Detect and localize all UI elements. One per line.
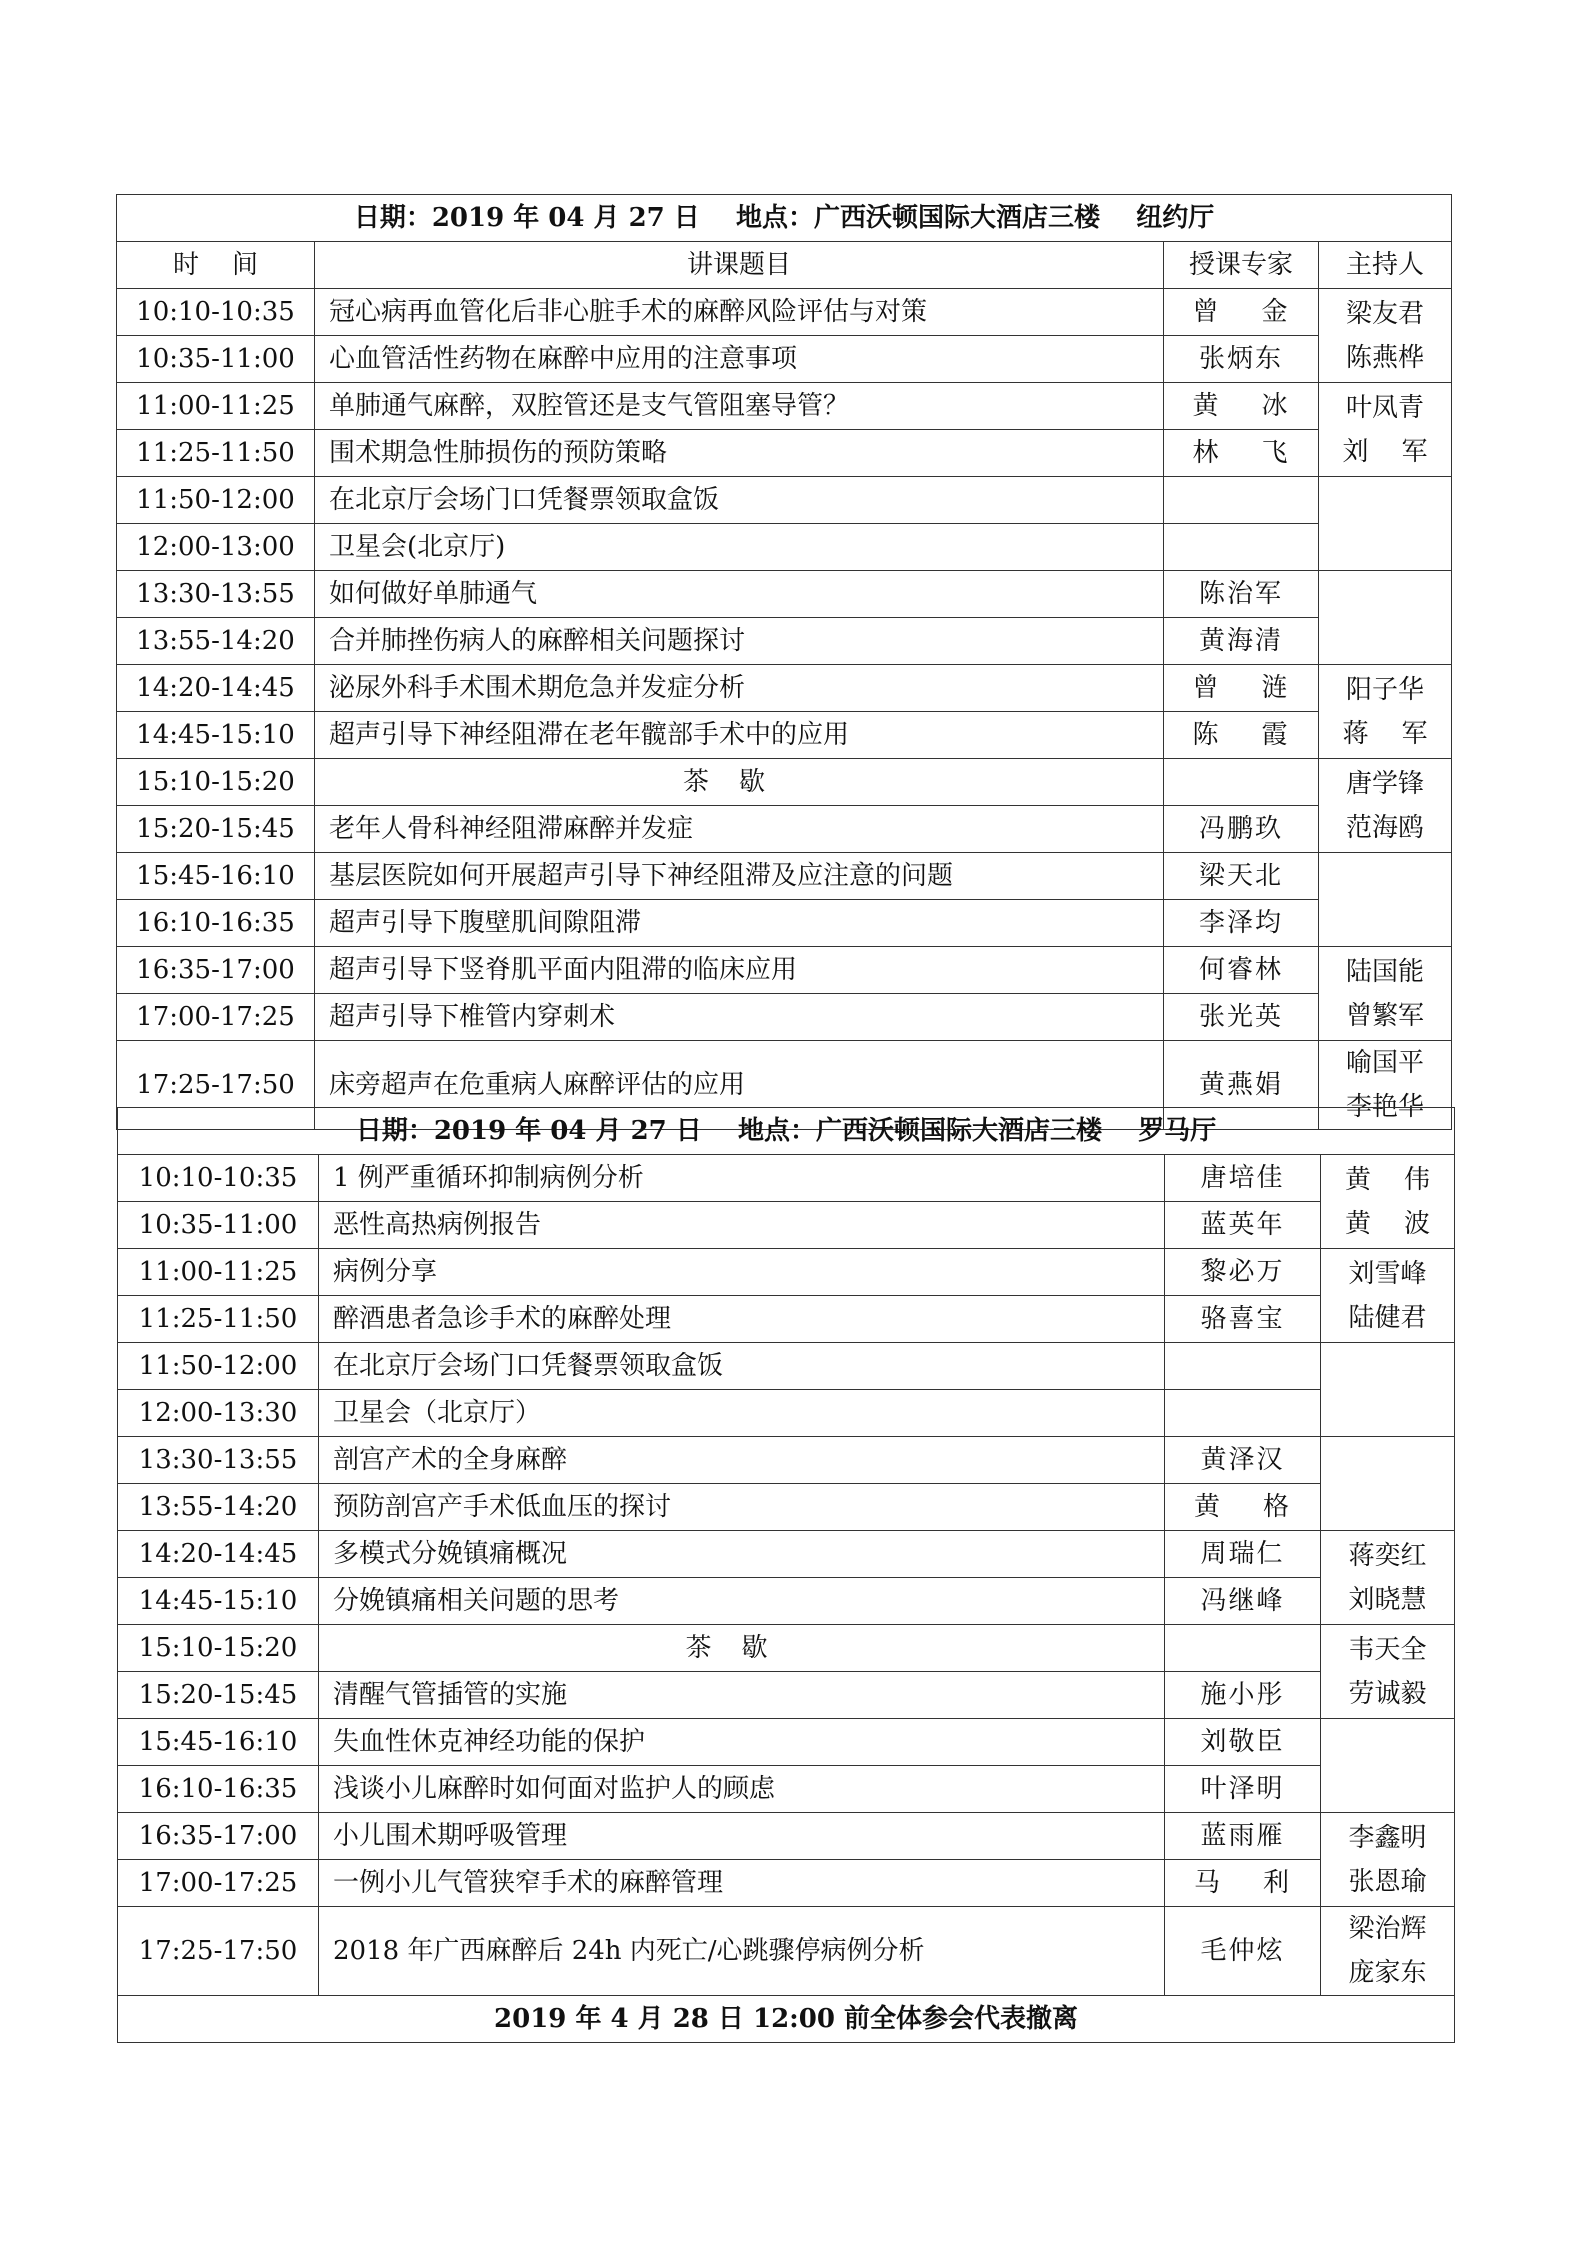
session-time: 14:20-14:45 xyxy=(117,665,315,712)
host-name: 蒋 军 xyxy=(1342,718,1428,749)
column-header-row xyxy=(117,242,1452,289)
session-speaker: 张炳东 xyxy=(1164,336,1319,383)
session-speaker: 黄燕娟 xyxy=(1164,1041,1319,1130)
table-row xyxy=(118,1766,1455,1813)
session-host xyxy=(1321,1155,1455,1249)
table-row xyxy=(118,1719,1455,1766)
session-speaker: 冯鹏玖 xyxy=(1164,806,1319,853)
table-row xyxy=(117,289,1452,336)
session-speaker xyxy=(1165,1390,1321,1437)
host-name: 阳子华 xyxy=(1346,674,1425,705)
table-row xyxy=(117,477,1452,524)
session-speaker xyxy=(1164,759,1319,806)
host-name: 蒋奕红 xyxy=(1348,1540,1427,1571)
session-time: 11:00-11:25 xyxy=(118,1249,319,1296)
tea-break-label: 茶歇 xyxy=(319,1625,1165,1672)
session-topic: 在北京厅会场门口凭餐票领取盒饭 xyxy=(315,477,1164,524)
session-speaker: 张光英 xyxy=(1164,994,1319,1041)
session-time: 15:10-15:20 xyxy=(118,1625,319,1672)
session-topic: 超声引导下竖脊肌平面内阻滞的临床应用 xyxy=(315,947,1164,994)
session-host xyxy=(1321,1531,1455,1625)
session-host xyxy=(1321,1907,1455,1996)
session-time: 15:10-15:20 xyxy=(117,759,315,806)
session-host xyxy=(1321,1719,1455,1813)
session-time: 10:35-11:00 xyxy=(117,336,315,383)
session-topic: 心血管活性药物在麻醉中应用的注意事项 xyxy=(315,336,1164,383)
session-host xyxy=(1319,571,1452,665)
table-row xyxy=(117,759,1452,806)
session-time: 16:10-16:35 xyxy=(118,1766,319,1813)
session-topic: 2018 年广西麻醉后 24h 内死亡/心跳骤停病例分析 xyxy=(319,1907,1165,1996)
host-name: 梁友君 xyxy=(1346,298,1425,329)
session-time: 17:25-17:50 xyxy=(117,1041,315,1130)
session-topic: 病例分享 xyxy=(319,1249,1165,1296)
session-time: 15:20-15:45 xyxy=(118,1672,319,1719)
session-speaker: 蓝雨雁 xyxy=(1165,1813,1321,1860)
session-topic: 泌尿外科手术围术期危急并发症分析 xyxy=(315,665,1164,712)
table-row xyxy=(117,900,1452,947)
session-speaker xyxy=(1164,524,1319,571)
table-row xyxy=(118,1672,1455,1719)
session-topic: 冠心病再血管化后非心脏手术的麻醉风险评估与对策 xyxy=(315,289,1164,336)
session-topic: 多模式分娩镇痛概况 xyxy=(319,1531,1165,1578)
session-time: 15:45-16:10 xyxy=(118,1719,319,1766)
session-speaker: 黄海清 xyxy=(1164,618,1319,665)
session-speaker: 唐培佳 xyxy=(1165,1155,1321,1202)
session-time: 10:10-10:35 xyxy=(118,1155,319,1202)
host-name: 唐学锋 xyxy=(1346,768,1425,799)
host-name: 刘晓慧 xyxy=(1348,1584,1427,1615)
session-speaker: 黄 冰 xyxy=(1164,383,1319,430)
session-host xyxy=(1319,665,1452,759)
session-speaker: 黎必万 xyxy=(1165,1249,1321,1296)
host-name: 陆健君 xyxy=(1348,1302,1427,1333)
session-speaker: 何睿林 xyxy=(1164,947,1319,994)
session-time: 11:25-11:50 xyxy=(117,430,315,477)
session-speaker: 蓝英年 xyxy=(1165,1202,1321,1249)
session-topic: 基层医院如何开展超声引导下神经阻滞及应注意的问题 xyxy=(315,853,1164,900)
host-name: 劳诚毅 xyxy=(1348,1678,1427,1709)
host-name: 刘 军 xyxy=(1342,436,1428,467)
session-topic: 醉酒患者急诊手术的麻醉处理 xyxy=(319,1296,1165,1343)
session-time: 14:20-14:45 xyxy=(118,1531,319,1578)
table-row xyxy=(117,712,1452,759)
host-name: 黄 波 xyxy=(1344,1208,1431,1239)
session-topic: 超声引导下腹壁肌间隙阻滞 xyxy=(315,900,1164,947)
host-name: 曾繁军 xyxy=(1346,1000,1425,1031)
session-host xyxy=(1319,759,1452,853)
table-row xyxy=(118,1296,1455,1343)
session-host xyxy=(1319,289,1452,383)
session-time: 17:25-17:50 xyxy=(118,1907,319,1996)
session-speaker: 陈治军 xyxy=(1164,571,1319,618)
session-host xyxy=(1321,1625,1455,1719)
host-name: 张恩瑜 xyxy=(1348,1866,1427,1897)
session-speaker: 黄 格 xyxy=(1165,1484,1321,1531)
host-name: 陈燕桦 xyxy=(1346,342,1425,373)
session-topic: 卫星会（北京厅） xyxy=(319,1390,1165,1437)
date-location-header: 日期：2019 年 04 月 27 日 地点：广西沃顿国际大酒店三楼 罗马厅 xyxy=(118,1108,1455,1155)
host-name: 梁治辉 xyxy=(1348,1914,1427,1944)
table-row xyxy=(118,1625,1455,1672)
session-time: 12:00-13:00 xyxy=(117,524,315,571)
session-time: 10:35-11:00 xyxy=(118,1202,319,1249)
table-row xyxy=(117,524,1452,571)
table-row xyxy=(118,1202,1455,1249)
host-name: 陆国能 xyxy=(1346,956,1425,987)
session-topic: 合并肺挫伤病人的麻醉相关问题探讨 xyxy=(315,618,1164,665)
session-speaker: 李泽均 xyxy=(1164,900,1319,947)
host-name: 喻国平 xyxy=(1346,1048,1425,1078)
session-topic: 单肺通气麻醉，双腔管还是支气管阻塞导管？ xyxy=(315,383,1164,430)
session-topic: 在北京厅会场门口凭餐票领取盒饭 xyxy=(319,1343,1165,1390)
date-location-header-row xyxy=(117,195,1452,242)
table-row xyxy=(118,1860,1455,1907)
session-speaker xyxy=(1165,1343,1321,1390)
session-host xyxy=(1321,1343,1455,1437)
table-row xyxy=(118,1249,1455,1296)
session-speaker: 周瑞仁 xyxy=(1165,1531,1321,1578)
schedule-table-newyork-hall xyxy=(116,194,1452,1130)
column-header-time: 时 间 xyxy=(117,242,315,289)
column-header-host: 主持人 xyxy=(1319,242,1452,289)
table-row xyxy=(117,430,1452,477)
session-topic: 预防剖宫产手术低血压的探讨 xyxy=(319,1484,1165,1531)
table-row xyxy=(118,1907,1455,1996)
session-time: 13:55-14:20 xyxy=(118,1484,319,1531)
session-time: 13:55-14:20 xyxy=(117,618,315,665)
table-row xyxy=(118,1437,1455,1484)
session-time: 14:45-15:10 xyxy=(117,712,315,759)
departure-notice: 2019 年 4 月 28 日 12:00 前全体参会代表撤离 xyxy=(118,1996,1455,2043)
session-host xyxy=(1321,1437,1455,1531)
session-speaker xyxy=(1164,477,1319,524)
table-row xyxy=(118,1484,1455,1531)
session-time: 11:50-12:00 xyxy=(117,477,315,524)
session-topic: 如何做好单肺通气 xyxy=(315,571,1164,618)
session-topic: 超声引导下椎管内穿刺术 xyxy=(315,994,1164,1041)
session-time: 10:10-10:35 xyxy=(117,289,315,336)
table-row xyxy=(117,994,1452,1041)
session-topic: 卫星会(北京厅) xyxy=(315,524,1164,571)
table-row xyxy=(118,1578,1455,1625)
session-topic: 小儿围术期呼吸管理 xyxy=(319,1813,1165,1860)
session-speaker xyxy=(1165,1625,1321,1672)
host-name: 庞家东 xyxy=(1348,1958,1427,1988)
session-speaker: 陈 霞 xyxy=(1164,712,1319,759)
session-host xyxy=(1319,947,1452,1041)
session-time: 17:00-17:25 xyxy=(117,994,315,1041)
host-name: 韦天全 xyxy=(1348,1634,1427,1665)
session-time: 11:50-12:00 xyxy=(118,1343,319,1390)
footer-row xyxy=(118,1996,1455,2043)
session-time: 14:45-15:10 xyxy=(118,1578,319,1625)
session-host xyxy=(1321,1249,1455,1343)
session-time: 11:00-11:25 xyxy=(117,383,315,430)
session-topic: 浅谈小儿麻醉时如何面对监护人的顾虑 xyxy=(319,1766,1165,1813)
table-row xyxy=(117,806,1452,853)
session-time: 17:00-17:25 xyxy=(118,1860,319,1907)
session-speaker: 黄泽汉 xyxy=(1165,1437,1321,1484)
session-speaker: 冯继峰 xyxy=(1165,1578,1321,1625)
table-row xyxy=(117,665,1452,712)
session-time: 15:20-15:45 xyxy=(117,806,315,853)
host-name: 黄 伟 xyxy=(1344,1164,1431,1195)
host-name: 叶凤青 xyxy=(1346,392,1425,423)
host-name: 刘雪峰 xyxy=(1348,1258,1427,1289)
host-name: 范海鸥 xyxy=(1346,812,1425,843)
session-speaker: 骆喜宝 xyxy=(1165,1296,1321,1343)
tea-break-label: 茶歇 xyxy=(315,759,1164,806)
session-time: 15:45-16:10 xyxy=(117,853,315,900)
session-host xyxy=(1321,1813,1455,1907)
date-location-header: 日期：2019 年 04 月 27 日 地点：广西沃顿国际大酒店三楼 纽约厅 xyxy=(117,195,1452,242)
schedule-table-rome-hall xyxy=(117,1107,1455,2043)
session-topic: 老年人骨科神经阻滞麻醉并发症 xyxy=(315,806,1164,853)
session-speaker: 梁天北 xyxy=(1164,853,1319,900)
session-speaker: 林 飞 xyxy=(1164,430,1319,477)
session-topic: 围术期急性肺损伤的预防策略 xyxy=(315,430,1164,477)
session-speaker: 毛仲炫 xyxy=(1165,1907,1321,1996)
session-time: 16:35-17:00 xyxy=(118,1813,319,1860)
session-topic: 清醒气管插管的实施 xyxy=(319,1672,1165,1719)
table-row xyxy=(117,336,1452,383)
table-row xyxy=(117,383,1452,430)
session-topic: 剖宫产术的全身麻醉 xyxy=(319,1437,1165,1484)
table-row xyxy=(118,1813,1455,1860)
session-time: 16:35-17:00 xyxy=(117,947,315,994)
session-speaker: 刘敬臣 xyxy=(1165,1719,1321,1766)
session-host xyxy=(1319,383,1452,477)
session-topic: 恶性高热病例报告 xyxy=(319,1202,1165,1249)
table-row xyxy=(117,571,1452,618)
session-topic: 一例小儿气管狭窄手术的麻醉管理 xyxy=(319,1860,1165,1907)
table-row xyxy=(118,1343,1455,1390)
session-topic: 失血性休克神经功能的保护 xyxy=(319,1719,1165,1766)
session-time: 11:25-11:50 xyxy=(118,1296,319,1343)
session-speaker: 曾 金 xyxy=(1164,289,1319,336)
column-header-topic: 讲课题目 xyxy=(315,242,1164,289)
table-row xyxy=(117,618,1452,665)
session-topic: 超声引导下神经阻滞在老年髋部手术中的应用 xyxy=(315,712,1164,759)
date-location-header-row xyxy=(118,1108,1455,1155)
session-topic: 分娩镇痛相关问题的思考 xyxy=(319,1578,1165,1625)
session-speaker: 叶泽明 xyxy=(1165,1766,1321,1813)
session-topic: 床旁超声在危重病人麻醉评估的应用 xyxy=(315,1041,1164,1130)
session-time: 16:10-16:35 xyxy=(117,900,315,947)
table-row xyxy=(118,1155,1455,1202)
host-name: 李艳华 xyxy=(1346,1092,1425,1122)
session-host xyxy=(1319,477,1452,571)
session-speaker: 马 利 xyxy=(1165,1860,1321,1907)
host-name: 李鑫明 xyxy=(1348,1822,1427,1853)
column-header-speaker: 授课专家 xyxy=(1164,242,1319,289)
session-host xyxy=(1319,853,1452,947)
session-speaker: 施小彤 xyxy=(1165,1672,1321,1719)
table-row xyxy=(118,1531,1455,1578)
session-topic: 1 例严重循环抑制病例分析 xyxy=(319,1155,1165,1202)
session-time: 13:30-13:55 xyxy=(118,1437,319,1484)
table-row xyxy=(117,853,1452,900)
session-speaker: 曾 涟 xyxy=(1164,665,1319,712)
session-time: 13:30-13:55 xyxy=(117,571,315,618)
table-row xyxy=(117,947,1452,994)
session-time: 12:00-13:30 xyxy=(118,1390,319,1437)
table-row xyxy=(118,1390,1455,1437)
